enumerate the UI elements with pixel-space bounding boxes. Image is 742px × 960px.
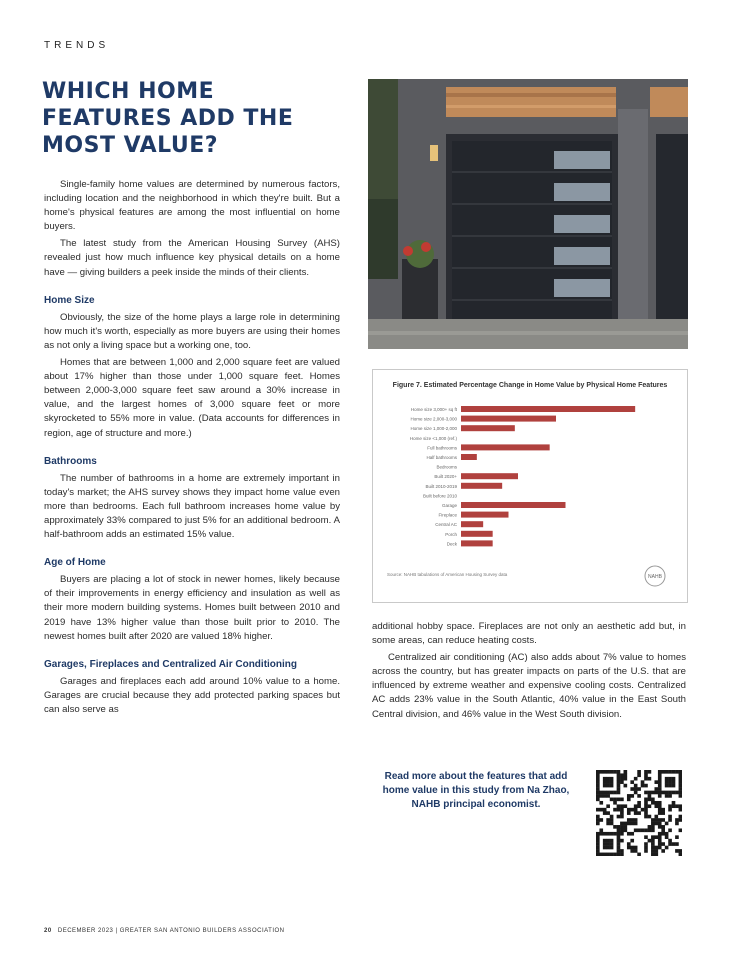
page-title: WHICH HOME FEATURES ADD THE MOST VALUE? (42, 79, 294, 158)
chart-bar (461, 454, 477, 460)
bathrooms-paragraph: The number of bathrooms in a home are extremely important in today's market; the AHS survey shows they impact home value even more than bedrooms. Each full bathroom increases home value by approximately 33% compared to just 5% for an additional bedroom. A half-bathroom adds an estimated 15% value. (44, 472, 340, 541)
chart-bar (461, 473, 518, 479)
age-heading: Age of Home (44, 557, 106, 569)
publication-name: GREATER SAN ANTONIO BUILDERS ASSOCIATION (119, 928, 285, 934)
chart-bar (461, 416, 556, 422)
intro-paragraph: Single-family home values are determined by numerous factors, including location and the neighborhood in which they're built. But a home's physical features are among the most influential on home buyers. (44, 179, 340, 233)
continued-paragraph: additional hobby space. Fireplaces are not only an aesthetic add but, in some areas, can reduce heating costs. (372, 621, 686, 647)
chart-bar (461, 425, 515, 431)
chart-bar (461, 502, 566, 508)
chart-bar (461, 521, 483, 527)
age-paragraph: Buyers are placing a lot of stock in newer homes, likely because of their improvements in energy efficiency and insulation as well as their more modern building systems. Homes built between 2010 and 2019 have 13% higher value than those built prior to 2010. The newest homes built after 2020 are valued 18% higher. (44, 574, 340, 642)
home-size-paragraph: Obviously, the size of the home plays a large role in determining how much it's worth, especially as more buyers are using their homes as not only a living space but a working one, too. (44, 311, 340, 351)
chart-bar (461, 540, 493, 546)
chart-title: Figure 7. Estimated Percentage Change in Home Value by Physical Home Features (392, 382, 668, 389)
page-number: 20 (44, 928, 52, 934)
qr-code-icon[interactable] (596, 770, 682, 856)
chart-category-label: Garage (441, 503, 457, 508)
page-footer (44, 928, 285, 934)
chart-category-label: Built 2010-2019 (425, 483, 457, 489)
chart-bar (461, 406, 635, 412)
chart-category-label: Fireplace (438, 512, 457, 518)
garages-heading: Garages, Fireplaces and Centralized Air Conditioning (44, 658, 298, 670)
chart-bar (461, 444, 550, 450)
section-tag: TRENDS (44, 40, 110, 51)
nahb-logo-text: NAHB (648, 574, 662, 580)
chart-source: Source: NAHB tabulations of American Housing Survey data (387, 572, 508, 577)
qr-code[interactable] (596, 770, 682, 856)
chart-category-label: Home size 3,000+ sq ft (410, 407, 457, 412)
chart-category-label: Half bathrooms (426, 455, 457, 460)
chart-bar (461, 512, 509, 518)
chart-category-label: Built 2020+ (434, 474, 457, 480)
garage-door-photo (368, 79, 688, 349)
issue-date: DECEMBER 2023 (57, 928, 114, 934)
read-more-callout: Read more about the features that add home value in this study from Na Zhao, NAHB principal economist. (382, 771, 570, 810)
chart-category-label: Deck (446, 541, 457, 547)
chart-category-label: Built before 2010 (422, 493, 457, 499)
bathrooms-heading: Bathrooms (44, 455, 97, 467)
home-size-heading: Home Size (44, 294, 95, 306)
footer-separator: | (115, 928, 120, 934)
chart-category-label: Central AC (435, 522, 457, 528)
garages-paragraph: Garages and fireplaces each add around 10% value to a home. Garages are crucial because they add protected parking spaces but can also serve as (44, 675, 340, 715)
bar-chart (373, 370, 687, 602)
left-column (44, 178, 340, 720)
chart-card (372, 369, 688, 603)
chart-category-label: Bedrooms (436, 464, 457, 470)
chart-bar (461, 483, 502, 489)
garage-photo-illustration (368, 79, 688, 349)
chart-category-label: Home size <1,000 (ref.) (409, 435, 457, 441)
chart-category-label: Porch (445, 531, 457, 537)
chart-category-label: Home size 1,000-2,000 (410, 426, 457, 432)
intro-paragraph: The latest study from the American Housing Survey (AHS) revealed just how much influence key physical details on a home have — giving builders a peek inside the minds of their clients. (44, 238, 340, 278)
chart-category-label: Full bathrooms (427, 445, 457, 451)
chart-bar (461, 531, 493, 537)
right-column (372, 620, 686, 725)
home-size-paragraph: Homes that are between 1,000 and 2,000 square feet are valued about 17% higher than those under 1,000 square feet. Homes between 2,000-3,000 square feet saw around a 30% increase in value, and the largest homes of 3,000 square feet or more skyrocketed to 55% more in value. (Data accounts for differences in region, age of structure and more.) (44, 357, 340, 439)
chart-category-label: Home size 2,000-3,000 (410, 416, 457, 422)
ac-paragraph: Centralized air conditioning (AC) also adds about 7% value to homes across the country, but has greater impacts on parts of the U.S. that are influenced by extreme weather and expensive cooling costs. Centralized AC adds 23% value in the South Atlantic, 40% value in the East South Central division, and 46% value in the West South division. (372, 652, 686, 720)
